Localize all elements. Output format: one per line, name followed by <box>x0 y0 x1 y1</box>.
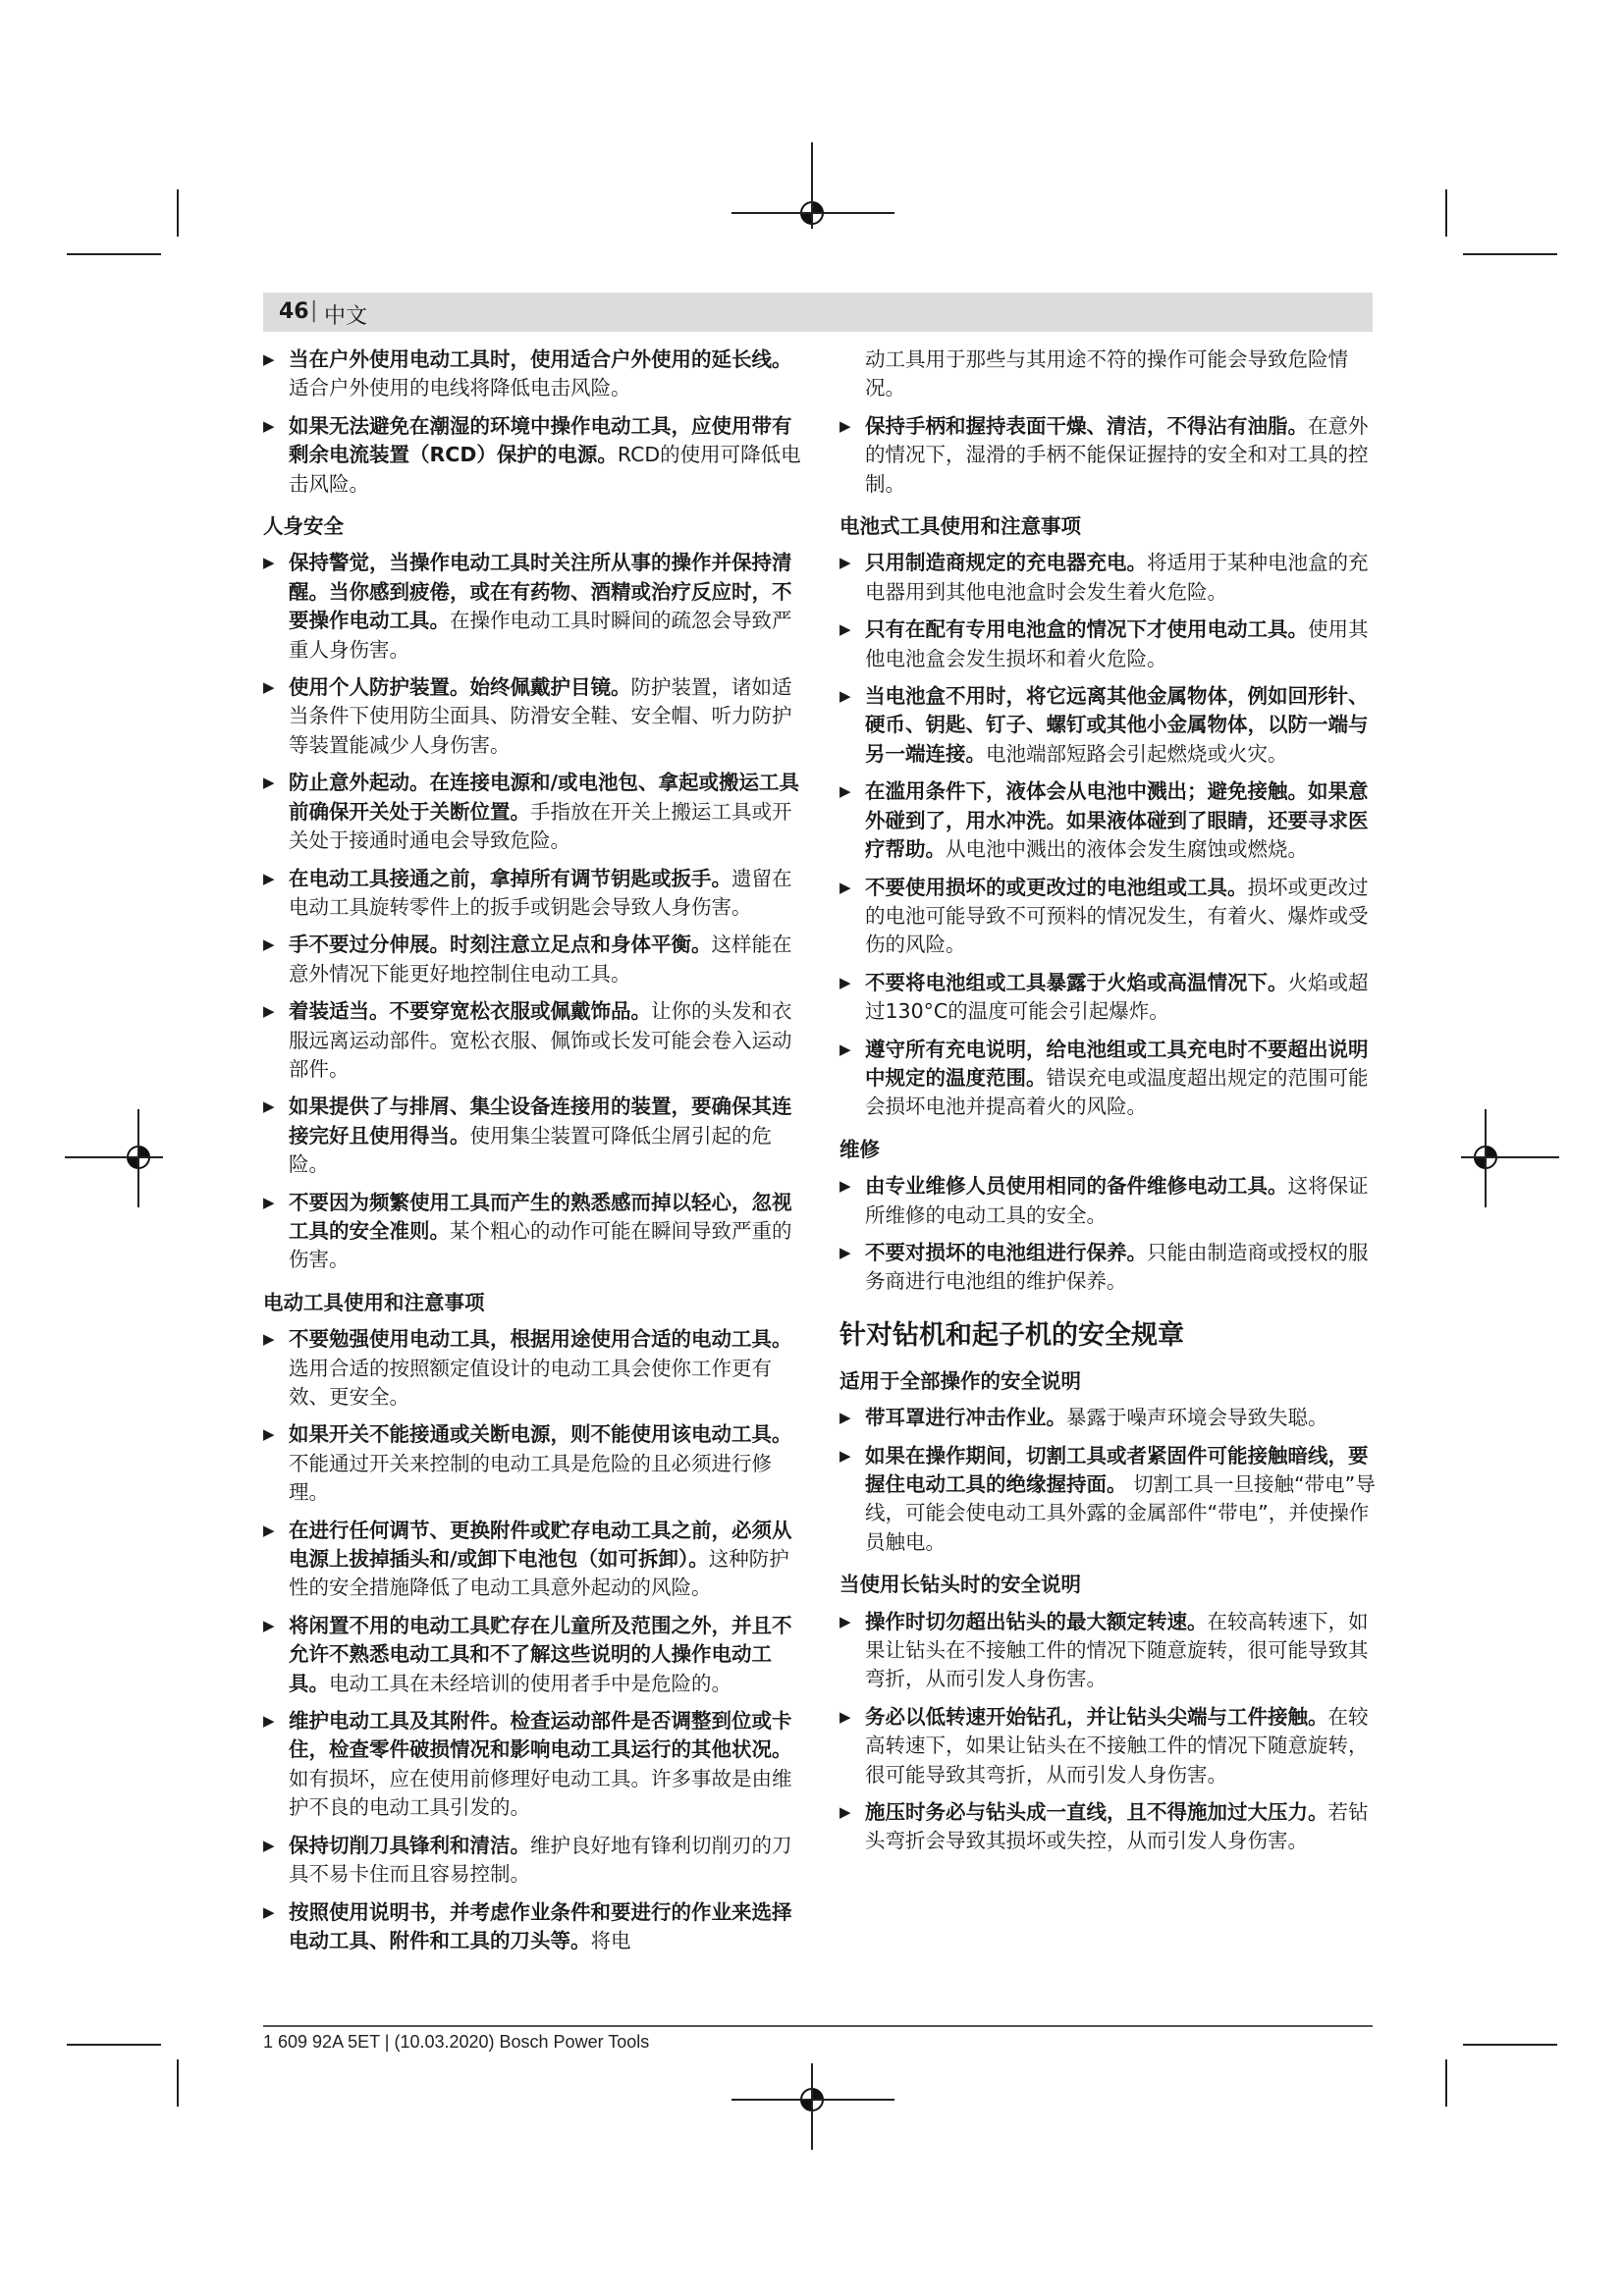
safety-bullet-item <box>839 1239 1378 1297</box>
bullet-arrow-icon: ▶ <box>839 1612 851 1630</box>
bullet-body-text: 错误充电或温度超出规定的范围可能会损坏电池并提高着火的风险。 <box>865 1065 1369 1119</box>
bullet-body-text: 在操作电动工具时瞬间的疏忽会导致严重人身伤害。 <box>289 609 792 662</box>
bullet-arrow-icon: ▶ <box>839 1243 851 1261</box>
bullet-bold-text: 由专业维修人员使用相同的备件维修电动工具。 <box>865 1174 1288 1199</box>
bullet-arrow-icon: ▶ <box>839 973 851 991</box>
bullet-body-text: 这种防护性的安全措施降低了电动工具意外起动的风险。 <box>289 1547 789 1600</box>
bullet-arrow-icon: ▶ <box>263 1193 275 1211</box>
bullet-body-text: 让你的头发和衣服远离运动部件。宽松衣服、佩饰或长发可能会卷入运动部件。 <box>289 999 792 1081</box>
bullet-body-text: 这将保证所维修的电动工具的安全。 <box>865 1174 1369 1227</box>
bullet-body-text: 电动工具在未经培训的使用者手中是危险的。 <box>329 1671 731 1695</box>
crop-mark <box>177 189 179 237</box>
page-footer: 1 609 92A 5ET | (10.03.2020) Bosch Power Tools <box>263 2032 650 2052</box>
bullet-body-text: 火焰或超过130°C的温度可能会引起爆炸。 <box>865 970 1369 1024</box>
registration-line <box>137 1109 139 1207</box>
safety-bullet-item <box>839 1172 1378 1230</box>
crop-mark <box>177 2059 179 2107</box>
bullet-bold-text: 施压时务必与钻头成一直线，且不得施加过大压力。 <box>865 1800 1328 1825</box>
bullet-arrow-icon: ▶ <box>263 1002 275 1021</box>
bullet-bold-text: 不要使用损坏的或更改过的电池组或工具。 <box>865 875 1248 899</box>
subsection-heading: 电池式工具使用和注意事项 <box>839 514 1081 539</box>
bullet-body-text: 适合户外使用的电线将降低电击风险。 <box>289 376 631 400</box>
bullet-body-text: 若钻头弯折会导致其损坏或失控，从而引发人身伤害。 <box>865 1800 1369 1853</box>
safety-bullet-item <box>263 865 801 923</box>
bullet-bold-text: 带耳罩进行冲击作业。 <box>865 1406 1066 1430</box>
bullet-arrow-icon: ▶ <box>263 1616 275 1634</box>
bullet-body-text: 手指放在开关上搬运工具或开关处于接通时通电会导致危险。 <box>289 799 792 853</box>
bullet-body-text: 如有损坏，应在使用前修理好电动工具。许多事故是由维护不良的电动工具引发的。 <box>289 1766 792 1820</box>
bullet-body-text: 切割工具一旦接触“带电”导线，可能会使电动工具外露的金属部件“带电”，并使操作员触电。 <box>865 1472 1376 1554</box>
bullet-arrow-icon: ▶ <box>839 1446 851 1465</box>
subsection-heading: 维修 <box>839 1137 880 1161</box>
bullet-bold-text: 手不要过分伸展。时刻注意立足点和身体平衡。 <box>289 933 712 957</box>
subsection-heading: 当使用长钻头时的安全说明 <box>839 1573 1081 1597</box>
bullet-body-text: 只能由制造商或授权的服务商进行电池组的维护保养。 <box>865 1240 1369 1294</box>
bullet-arrow-icon: ▶ <box>839 554 851 572</box>
bullet-bold-text: 将闲置不用的电动工具贮存在儿童所及范围之外，并且不允许不熟悉电动工具和不了解这些说明的人操作电动工具。 <box>289 1613 792 1695</box>
bullet-bold-text: 在电动工具接通之前，拿掉所有调节钥匙或扳手。 <box>289 866 731 890</box>
crop-mark <box>1445 189 1447 237</box>
bullet-body-text: 从电池中溅出的液体会发生腐蚀或燃烧。 <box>946 837 1308 862</box>
bullet-arrow-icon: ▶ <box>263 350 275 368</box>
safety-bullet-item <box>839 1608 1378 1694</box>
safety-bullet-item <box>263 769 801 855</box>
safety-bullet-item <box>263 997 801 1084</box>
bullet-bold-text: 维护电动工具及其附件。检查运动部件是否调整到位或卡住，检查零件破损情况和影响电动工具运行的其他状况。 <box>289 1709 792 1762</box>
safety-bullet-item <box>263 346 801 403</box>
header-language: 中文 <box>324 304 368 329</box>
bullet-bold-text: 如果提供了与排屑、集尘设备连接用的装置，要确保其连接完好且使用得当。 <box>289 1095 792 1148</box>
bullet-body-text: 在较高转速下，如果让钻头在不接触工件的情况下随意旋转，很可能导致其弯折，从而引发人身伤害。 <box>865 1704 1369 1787</box>
bullet-arrow-icon: ▶ <box>839 878 851 896</box>
bullet-body-text: 维护良好地有锋利切削刃的刀具不易卡住而且容易控制。 <box>289 1833 792 1887</box>
bullet-body-text: 电池端部短路会引起燃烧或火灾。 <box>986 741 1288 766</box>
bullet-bold-text: 在进行任何调节、更换附件或贮存电动工具之前，必须从电源上拔掉插头和/或卸下电池包（如可拆卸）。 <box>289 1518 792 1572</box>
safety-bullet-item <box>263 1898 801 1956</box>
crop-mark <box>1463 2044 1557 2046</box>
crop-mark <box>1445 2059 1447 2107</box>
safety-bullet-item <box>263 1707 801 1823</box>
safety-bullet-item <box>263 549 801 665</box>
safety-bullet-item <box>839 1442 1378 1558</box>
bullet-bold-text: 保持切削刀具锋利和清洁。 <box>289 1833 530 1857</box>
page-number: 46 <box>279 299 309 324</box>
safety-bullet-item <box>839 777 1378 864</box>
bullet-body-text: 在意外的情况下，湿滑的手柄不能保证握持的安全和对工具的控制。 <box>865 413 1369 496</box>
safety-bullet-item <box>839 1703 1378 1789</box>
footer-rule <box>263 2025 1373 2027</box>
safety-bullet-item <box>839 615 1378 673</box>
bullet-bold-text: 遵守所有充电说明，给电池组或工具充电时不要超出说明中规定的温度范围。 <box>865 1037 1369 1090</box>
bullet-arrow-icon: ▶ <box>263 1097 275 1116</box>
bullet-body-text: 将电 <box>590 1928 631 1952</box>
header-separator: | <box>310 298 318 323</box>
bullet-body-text: 遗留在电动工具旋转零件上的扳手或钥匙会导致人身伤害。 <box>289 866 792 919</box>
bullet-bold-text: 如果开关不能接通或关断电源，则不能使用该电动工具。 <box>289 1422 792 1447</box>
subsection-heading: 人身安全 <box>263 514 344 539</box>
right-column <box>839 346 1378 1865</box>
bullet-arrow-icon: ▶ <box>263 1902 275 1921</box>
safety-bullet-item <box>263 673 801 760</box>
bullet-bold-text: 务必以低转速开始钻孔，并让钻头尖端与工件接触。 <box>865 1704 1328 1729</box>
safety-bullet-item <box>263 1517 801 1603</box>
bullet-bold-text: 只用制造商规定的充电器充电。 <box>865 551 1147 575</box>
safety-bullet-item <box>839 682 1378 769</box>
safety-bullet-item <box>839 969 1378 1027</box>
bullet-bold-text: 不要对损坏的电池组进行保养。 <box>865 1240 1147 1264</box>
bullet-body-text: 某个粗心的动作可能在瞬间导致严重的伤害。 <box>289 1218 792 1272</box>
safety-bullet-item <box>839 1404 1378 1432</box>
continued-paragraph: 动工具用于那些与其用途不符的操作可能会导致危险情况。 <box>865 347 1348 400</box>
crop-mark <box>67 253 161 255</box>
bullet-arrow-icon: ▶ <box>839 1177 851 1196</box>
bullet-bold-text: 当在户外使用电动工具时，使用适合户外使用的延长线。 <box>289 347 792 371</box>
bullet-arrow-icon: ▶ <box>263 416 275 435</box>
bullet-body-text: 选用合适的按照额定值设计的电动工具会使你工作更有效、更安全。 <box>289 1356 772 1409</box>
bullet-arrow-icon: ▶ <box>263 1425 275 1444</box>
bullet-bold-text: 按照使用说明书，并考虑作业条件和要进行的作业来选择电动工具、附件和工具的刀头等。 <box>289 1899 792 1952</box>
bullet-bold-text: 只有在配有专用电池盒的情况下才使用电动工具。 <box>865 617 1308 642</box>
safety-bullet-item <box>263 1832 801 1890</box>
safety-bullet-item <box>839 549 1378 607</box>
safety-bullet-item <box>839 874 1378 960</box>
safety-bullet-item <box>263 1325 801 1412</box>
bullet-bold-text: 如果在操作期间，切割工具或者紧固件可能接触暗线，要握住电动工具的绝缘握持面。 <box>865 1443 1369 1496</box>
registration-line <box>1461 1156 1559 1158</box>
registration-line <box>731 2099 894 2101</box>
bullet-bold-text: 保持手柄和握持表面干燥、清洁，不得沾有油脂。 <box>865 413 1308 438</box>
bullet-arrow-icon: ▶ <box>839 1707 851 1726</box>
bullet-arrow-icon: ▶ <box>839 782 851 801</box>
registration-line <box>1485 1109 1487 1207</box>
crop-mark <box>1463 253 1557 255</box>
bullet-arrow-icon: ▶ <box>839 1040 851 1058</box>
registration-line <box>65 1156 163 1158</box>
bullet-body-text: 使用集尘装置可降低尘屑引起的危险。 <box>289 1123 772 1177</box>
bullet-body-text: 使用其他电池盒会发生损坏和着火危险。 <box>865 617 1369 670</box>
bullet-arrow-icon: ▶ <box>263 1836 275 1854</box>
bullet-body-text: RCD的使用可降低电击风险。 <box>289 443 801 496</box>
bullet-arrow-icon: ▶ <box>263 1330 275 1349</box>
bullet-bold-text: 不要因为频繁使用工具而产生的熟悉感而掉以轻心，忽视工具的安全准则。 <box>289 1190 792 1243</box>
subsection-heading: 电动工具使用和注意事项 <box>263 1290 485 1314</box>
registration-line <box>811 142 813 229</box>
registration-line <box>811 2063 813 2150</box>
section-heading: 针对钻机和起子机的安全规章 <box>839 1319 1184 1351</box>
bullet-body-text: 暴露于噪声环境会导致失聪。 <box>1066 1406 1328 1430</box>
left-column <box>263 346 801 1964</box>
safety-bullet-item <box>839 1798 1378 1856</box>
bullet-bold-text: 操作时切勿超出钻头的最大额定转速。 <box>865 1609 1208 1633</box>
bullet-bold-text: 当电池盒不用时，将它远离其他金属物体，例如回形针、硬币、钥匙、钉子、螺钉或其他小金属物体，以防一端与另一端连接。 <box>865 684 1369 766</box>
bullet-body-text: 防护装置，诸如适当条件下使用防尘面具、防滑安全鞋、安全帽、听力防护等装置能减少人身伤害。 <box>289 675 792 757</box>
bullet-body-text: 将适用于某种电池盒的充电器用到其他电池盒时会发生着火危险。 <box>865 551 1369 604</box>
safety-bullet-item <box>263 1189 801 1275</box>
bullet-arrow-icon: ▶ <box>839 620 851 639</box>
bullet-arrow-icon: ▶ <box>263 554 275 572</box>
bullet-bold-text: 不要将电池组或工具暴露于火焰或高温情况下。 <box>865 970 1288 994</box>
crop-mark <box>67 2044 161 2046</box>
bullet-bold-text: 着装适当。不要穿宽松衣服或佩戴饰品。 <box>289 999 651 1024</box>
bullet-bold-text: 保持警觉，当操作电动工具时关注所从事的操作并保持清醒。当你感到疲倦，或在有药物、酒精或治疗反应时，不要操作电动工具。 <box>289 551 792 633</box>
bullet-arrow-icon: ▶ <box>263 869 275 887</box>
subsection-heading: 适用于全部操作的安全说明 <box>839 1368 1081 1393</box>
bullet-arrow-icon: ▶ <box>839 1803 851 1822</box>
bullet-bold-text: 防止意外起动。在连接电源和/或电池包、拿起或搬运工具前确保开关处于关断位置。 <box>289 771 799 824</box>
registration-line <box>731 212 894 214</box>
bullet-bold-text: 使用个人防护装置。始终佩戴护目镜。 <box>289 675 631 700</box>
bullet-body-text: 在较高转速下，如果让钻头在不接触工件的情况下随意旋转，很可能导致其弯折，从而引发人身伤害。 <box>865 1609 1369 1691</box>
bullet-bold-text: 如果无法避免在潮湿的环境中操作电动工具，应使用带有剩余电流装置（RCD）保护的电源。 <box>289 413 792 467</box>
safety-bullet-item <box>839 1036 1378 1122</box>
bullet-body-text: 这样能在意外情况下能更好地控制住电动工具。 <box>289 933 792 986</box>
bullet-arrow-icon: ▶ <box>839 687 851 706</box>
safety-bullet-item <box>839 412 1378 499</box>
bullet-arrow-icon: ▶ <box>263 935 275 954</box>
bullet-body-text: 损坏或更改过的电池可能导致不可预料的情况发生，有着火、爆炸或受伤的风险。 <box>865 875 1369 957</box>
bullet-arrow-icon: ▶ <box>839 1409 851 1427</box>
bullet-bold-text: 在滥用条件下，液体会从电池中溅出；避免接触。如果意外碰到了，用水冲洗。如果液体碰到了眼睛，还要寻求医疗帮助。 <box>865 779 1369 862</box>
bullet-arrow-icon: ▶ <box>263 1521 275 1539</box>
safety-bullet-item <box>263 1093 801 1179</box>
bullet-arrow-icon: ▶ <box>839 416 851 435</box>
safety-bullet-item <box>263 412 801 499</box>
bullet-body-text: 不能通过开关来控制的电动工具是危险的且必须进行修理。 <box>289 1451 772 1505</box>
safety-bullet-item <box>263 1420 801 1507</box>
bullet-arrow-icon: ▶ <box>263 774 275 792</box>
safety-bullet-item <box>263 931 801 988</box>
page-header <box>263 293 1373 332</box>
safety-bullet-item <box>263 1612 801 1698</box>
bullet-bold-text: 不要勉强使用电动工具，根据用途使用合适的电动工具。 <box>289 1327 792 1352</box>
bullet-arrow-icon: ▶ <box>263 1712 275 1731</box>
bullet-arrow-icon: ▶ <box>263 678 275 697</box>
